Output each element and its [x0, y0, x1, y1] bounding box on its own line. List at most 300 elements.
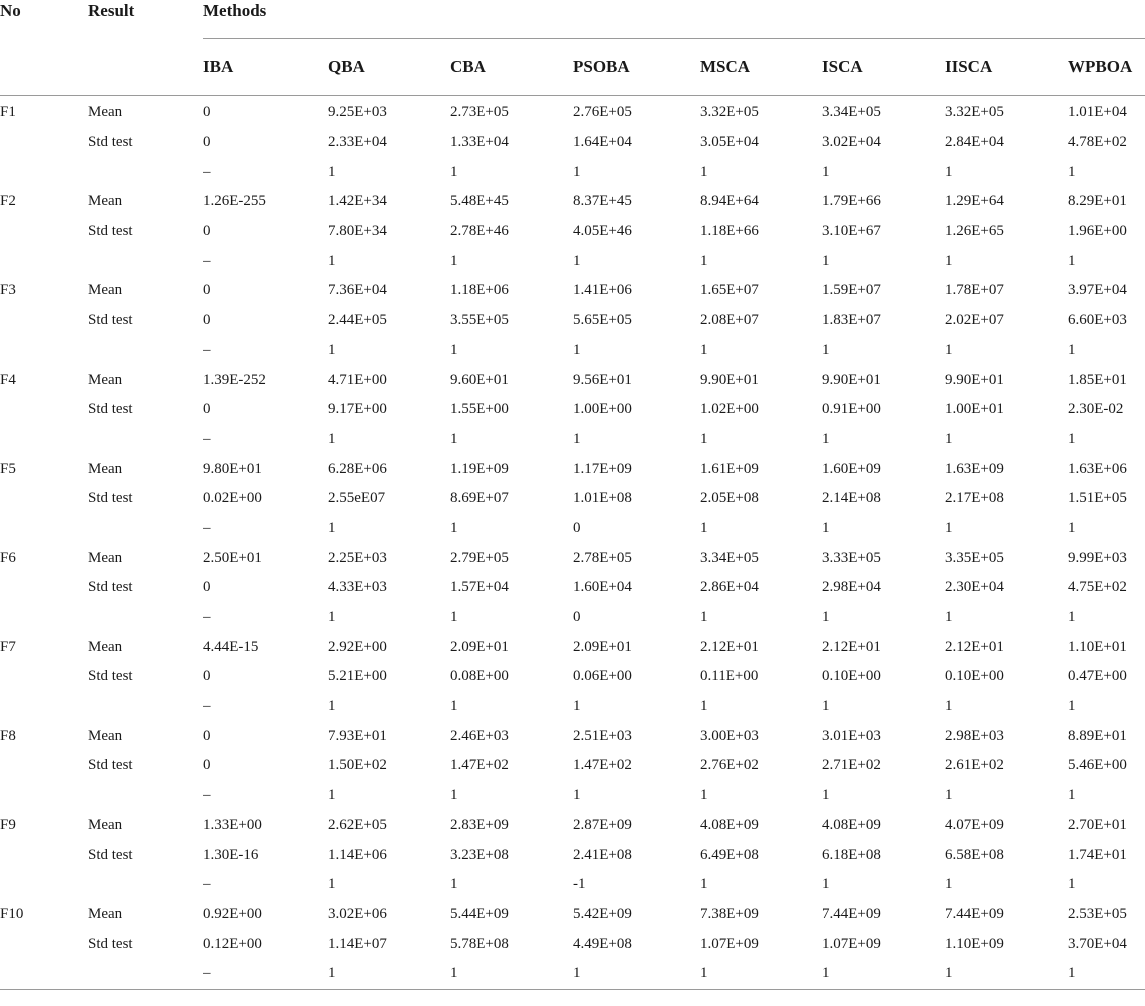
cell-value: 0 [203, 104, 211, 121]
cell-no [0, 692, 88, 722]
cell-value: 3.97E+04 [1068, 282, 1127, 299]
cell-value: 9.60E+01 [450, 371, 509, 388]
cell-value: 8.69E+07 [450, 490, 509, 507]
cell-value: – [203, 252, 211, 269]
cell-result [88, 425, 203, 455]
cell-value: 7.80E+34 [328, 223, 387, 240]
cell-value: 1.29E+64 [945, 193, 1004, 210]
cell-no [0, 306, 88, 336]
cell-value: 1.30E-16 [203, 846, 259, 863]
table-row [0, 870, 1145, 900]
cell-value: 3.34E+05 [700, 549, 759, 566]
cell-value: 1 [450, 965, 458, 982]
cell-value: 2.86E+04 [700, 579, 759, 596]
cell-value: 1 [573, 163, 581, 180]
cell-value: 1 [945, 341, 953, 358]
table-row [0, 632, 1145, 662]
cell-value: – [203, 787, 211, 804]
cell-no [0, 870, 88, 900]
table-row [0, 840, 1145, 870]
cell-no: F4 [0, 371, 16, 388]
cell-value: 2.12E+01 [822, 638, 881, 655]
cell-no [0, 336, 88, 366]
cell-value: 1 [700, 163, 708, 180]
cell-value: 0.10E+00 [822, 668, 881, 685]
cell-value: 0 [203, 312, 211, 329]
cell-value: 1 [1068, 876, 1076, 893]
cell-value: 1.14E+07 [328, 935, 387, 952]
cell-value: 2.51E+03 [573, 727, 632, 744]
cell-value: 1 [450, 163, 458, 180]
cell-value: 1 [945, 252, 953, 269]
cell-value: 1.01E+08 [573, 490, 632, 507]
cell-value: 7.44E+09 [945, 905, 1004, 922]
cell-no: F6 [0, 549, 16, 566]
cell-value: 2.76E+05 [573, 104, 632, 121]
cell-value: 2.78E+46 [450, 223, 509, 240]
cell-value: 5.78E+08 [450, 935, 509, 952]
cell-result: Std test [88, 490, 133, 507]
cell-value: 1 [945, 609, 953, 626]
cell-value: 2.62E+05 [328, 816, 387, 833]
cell-value: 0 [203, 668, 211, 685]
cell-value: 4.33E+03 [328, 579, 387, 596]
header-method-wpboa: WPBOA [1068, 39, 1145, 96]
cell-value: 1.41E+06 [573, 282, 632, 299]
cell-no: F9 [0, 816, 16, 833]
cell-value: 7.44E+09 [822, 905, 881, 922]
cell-value: 9.90E+01 [700, 371, 759, 388]
cell-result: Std test [88, 579, 133, 596]
cell-value: 1.47E+02 [450, 757, 509, 774]
cell-value: 3.05E+04 [700, 134, 759, 151]
cell-value: 1.63E+06 [1068, 460, 1127, 477]
cell-result [88, 959, 203, 989]
cell-result: Mean [88, 549, 123, 566]
cell-value: 1 [1068, 787, 1076, 804]
cell-value: 2.84E+04 [945, 134, 1004, 151]
header-method-iba: IBA [203, 39, 328, 96]
cell-value: 9.90E+01 [822, 371, 881, 388]
cell-value: 4.08E+09 [700, 816, 759, 833]
table-row [0, 246, 1145, 276]
cell-value: 1.33E+04 [450, 134, 509, 151]
cell-no: F2 [0, 193, 16, 210]
cell-value: 0 [203, 282, 211, 299]
cell-value: 5.46E+00 [1068, 757, 1127, 774]
cell-value: 2.12E+01 [700, 638, 759, 655]
table-row [0, 336, 1145, 366]
cell-value: 1.33E+00 [203, 816, 262, 833]
table-row [0, 276, 1145, 306]
cell-result: Mean [88, 193, 123, 210]
cell-value: 1.60E+09 [822, 460, 881, 477]
cell-value: 4.71E+00 [328, 371, 387, 388]
cell-value: 4.05E+46 [573, 223, 632, 240]
cell-value: 1 [573, 430, 581, 447]
cell-no [0, 603, 88, 633]
cell-value: 2.12E+01 [945, 638, 1004, 655]
cell-no [0, 840, 88, 870]
cell-no [0, 128, 88, 158]
header-method-psoba: PSOBA [573, 39, 700, 96]
cell-value: 5.44E+09 [450, 905, 509, 922]
cell-value: 1 [700, 965, 708, 982]
cell-value: 0.08E+00 [450, 668, 509, 685]
cell-value: 1 [945, 698, 953, 715]
cell-value: 1.10E+01 [1068, 638, 1127, 655]
cell-value: – [203, 430, 211, 447]
cell-value: – [203, 965, 211, 982]
cell-value: 1 [700, 609, 708, 626]
cell-value: 2.53E+05 [1068, 905, 1127, 922]
cell-result [88, 603, 203, 633]
cell-value: 1.07E+09 [822, 935, 881, 952]
cell-value: 4.78E+02 [1068, 134, 1127, 151]
cell-result: Std test [88, 668, 133, 685]
cell-value: 6.60E+03 [1068, 312, 1127, 329]
cell-value: 1 [450, 430, 458, 447]
cell-value: 1 [1068, 965, 1076, 982]
table-row [0, 395, 1145, 425]
cell-value: 1.10E+09 [945, 935, 1004, 952]
cell-no: F1 [0, 104, 16, 121]
cell-value: 0.92E+00 [203, 905, 262, 922]
cell-value: 2.14E+08 [822, 490, 881, 507]
cell-value: 2.44E+05 [328, 312, 387, 329]
cell-value: 1 [450, 698, 458, 715]
cell-value: 1.55E+00 [450, 401, 509, 418]
cell-value: 1 [945, 787, 953, 804]
cell-value: 1 [945, 163, 953, 180]
cell-result: Std test [88, 312, 133, 329]
table-row [0, 187, 1145, 217]
cell-value: 5.65E+05 [573, 312, 632, 329]
cell-value: 1.00E+01 [945, 401, 1004, 418]
cell-value: 3.02E+04 [822, 134, 881, 151]
cell-value: 1 [822, 698, 830, 715]
cell-value: 1.65E+07 [700, 282, 759, 299]
cell-value: 1 [450, 341, 458, 358]
cell-value: 1 [573, 787, 581, 804]
cell-value: 0.11E+00 [700, 668, 759, 685]
cell-value: 3.01E+03 [822, 727, 881, 744]
cell-value: 1.26E+65 [945, 223, 1004, 240]
cell-value: 1.39E-252 [203, 371, 266, 388]
cell-value: 6.18E+08 [822, 846, 881, 863]
cell-value: 1 [573, 698, 581, 715]
cell-value: 1 [945, 876, 953, 893]
cell-value: 2.76E+02 [700, 757, 759, 774]
cell-value: 1 [1068, 163, 1076, 180]
header-method-qba: QBA [328, 39, 450, 96]
cell-value: 1 [328, 965, 336, 982]
cell-value: 1.50E+02 [328, 757, 387, 774]
cell-value: 5.48E+45 [450, 193, 509, 210]
cell-no [0, 751, 88, 781]
cell-value: 7.36E+04 [328, 282, 387, 299]
cell-value: 1.19E+09 [450, 460, 509, 477]
cell-value: 2.50E+01 [203, 549, 262, 566]
cell-no [0, 514, 88, 544]
cell-value: 1 [1068, 341, 1076, 358]
cell-value: 6.28E+06 [328, 460, 387, 477]
table-row [0, 514, 1145, 544]
cell-no: F10 [0, 905, 24, 922]
header-method-isca: ISCA [822, 39, 945, 96]
cell-value: 2.83E+09 [450, 816, 509, 833]
cell-value: 1.83E+07 [822, 312, 881, 329]
cell-value: 0 [203, 727, 211, 744]
cell-value: 2.09E+01 [573, 638, 632, 655]
cell-value: 8.89E+01 [1068, 727, 1127, 744]
cell-value: 3.32E+05 [945, 104, 1004, 121]
cell-value: 1 [450, 876, 458, 893]
cell-value: 2.33E+04 [328, 134, 387, 151]
cell-value: 3.55E+05 [450, 312, 509, 329]
cell-value: 2.41E+08 [573, 846, 632, 863]
cell-value: 0 [203, 757, 211, 774]
cell-value: 3.33E+05 [822, 549, 881, 566]
cell-value: 1 [328, 341, 336, 358]
table-row [0, 543, 1145, 573]
cell-value: 1 [328, 430, 336, 447]
cell-result: Std test [88, 223, 133, 240]
cell-no: F3 [0, 282, 16, 299]
cell-value: 1.60E+04 [573, 579, 632, 596]
cell-value: 9.80E+01 [203, 460, 262, 477]
cell-value: 1 [328, 609, 336, 626]
cell-result: Mean [88, 371, 123, 388]
cell-value: 2.55eE07 [328, 490, 386, 507]
cell-value: 1 [328, 519, 336, 536]
cell-result [88, 246, 203, 276]
cell-value: 1.07E+09 [700, 935, 759, 952]
cell-no [0, 929, 88, 959]
cell-value: 1 [822, 787, 830, 804]
cell-value: 9.99E+03 [1068, 549, 1127, 566]
cell-value: 1 [700, 341, 708, 358]
cell-value: 1 [573, 965, 581, 982]
cell-value: – [203, 876, 211, 893]
table-row [0, 454, 1145, 484]
cell-value: 3.00E+03 [700, 727, 759, 744]
cell-value: 0 [573, 519, 581, 536]
cell-no [0, 573, 88, 603]
cell-value: 1.02E+00 [700, 401, 759, 418]
cell-value: 1.14E+06 [328, 846, 387, 863]
cell-value: 1.47E+02 [573, 757, 632, 774]
cell-result [88, 692, 203, 722]
cell-no [0, 395, 88, 425]
cell-value: 1 [822, 252, 830, 269]
cell-result [88, 514, 203, 544]
cell-value: 2.61E+02 [945, 757, 1004, 774]
cell-value: 2.71E+02 [822, 757, 881, 774]
cell-value: 3.23E+08 [450, 846, 509, 863]
header-result: Result [88, 0, 203, 96]
cell-value: 9.17E+00 [328, 401, 387, 418]
table-row [0, 811, 1145, 841]
cell-value: 1 [822, 519, 830, 536]
cell-value: 1.26E-255 [203, 193, 266, 210]
cell-result [88, 781, 203, 811]
cell-value: – [203, 163, 211, 180]
header-no: No [0, 0, 88, 96]
cell-result: Mean [88, 282, 123, 299]
table-row [0, 425, 1145, 455]
cell-value: 0.91E+00 [822, 401, 881, 418]
table-row [0, 603, 1145, 633]
cell-value: 4.44E-15 [203, 638, 259, 655]
cell-value: 3.70E+04 [1068, 935, 1127, 952]
cell-value: 5.42E+09 [573, 905, 632, 922]
cell-result: Mean [88, 727, 123, 744]
cell-value: 1 [945, 430, 953, 447]
cell-value: 0 [203, 579, 211, 596]
cell-value: 1 [450, 252, 458, 269]
cell-value: 0.12E+00 [203, 935, 262, 952]
cell-value: 1 [328, 163, 336, 180]
cell-value: 0 [573, 609, 581, 626]
cell-value: 0 [203, 401, 211, 418]
cell-value: 1.79E+66 [822, 193, 881, 210]
cell-value: 1 [450, 609, 458, 626]
cell-value: 8.37E+45 [573, 193, 632, 210]
cell-value: 1.42E+34 [328, 193, 387, 210]
cell-value: 7.38E+09 [700, 905, 759, 922]
cell-value: 2.17E+08 [945, 490, 1004, 507]
cell-no [0, 157, 88, 187]
cell-value: 1 [822, 965, 830, 982]
cell-value: 0.47E+00 [1068, 668, 1127, 685]
cell-value: 3.32E+05 [700, 104, 759, 121]
cell-value: 1 [1068, 698, 1076, 715]
cell-value: 1 [945, 519, 953, 536]
cell-value: 2.70E+01 [1068, 816, 1127, 833]
cell-value: 0.06E+00 [573, 668, 632, 685]
cell-value: 3.10E+67 [822, 223, 881, 240]
cell-no: F8 [0, 727, 16, 744]
cell-value: 1 [822, 163, 830, 180]
cell-no [0, 246, 88, 276]
cell-value: 2.08E+07 [700, 312, 759, 329]
cell-value: 1 [450, 787, 458, 804]
cell-value: 2.87E+09 [573, 816, 632, 833]
cell-value: 1 [945, 965, 953, 982]
cell-value: 2.92E+00 [328, 638, 387, 655]
cell-value: 1.64E+04 [573, 134, 632, 151]
cell-result [88, 157, 203, 187]
cell-result: Std test [88, 935, 133, 952]
table-row [0, 929, 1145, 959]
cell-value: – [203, 341, 211, 358]
cell-value: 3.35E+05 [945, 549, 1004, 566]
cell-result: Std test [88, 757, 133, 774]
cell-result: Std test [88, 134, 133, 151]
cell-value: 1 [1068, 609, 1076, 626]
cell-value: 8.29E+01 [1068, 193, 1127, 210]
cell-value: 2.98E+03 [945, 727, 1004, 744]
cell-value: 1.01E+04 [1068, 104, 1127, 121]
cell-value: 1 [700, 430, 708, 447]
cell-value: 1.18E+66 [700, 223, 759, 240]
cell-value: 1 [700, 519, 708, 536]
cell-no [0, 425, 88, 455]
cell-value: 2.25E+03 [328, 549, 387, 566]
table-row [0, 900, 1145, 930]
cell-no [0, 662, 88, 692]
cell-value: 2.79E+05 [450, 549, 509, 566]
cell-value: -1 [573, 876, 586, 893]
cell-value: 8.94E+64 [700, 193, 759, 210]
cell-value: 1 [328, 698, 336, 715]
cell-value: 0 [203, 134, 211, 151]
table-header [0, 0, 1145, 96]
header-method-msca: MSCA [700, 39, 822, 96]
table-row [0, 721, 1145, 751]
cell-value: – [203, 698, 211, 715]
header-method-iisca: IISCA [945, 39, 1068, 96]
cell-result: Mean [88, 816, 123, 833]
cell-value: 2.09E+01 [450, 638, 509, 655]
cell-value: 1.96E+00 [1068, 223, 1127, 240]
cell-value: 1.18E+06 [450, 282, 509, 299]
cell-value: 9.25E+03 [328, 104, 387, 121]
table-row [0, 662, 1145, 692]
cell-value: 1.00E+00 [573, 401, 632, 418]
table-body [0, 96, 1145, 990]
table-row [0, 365, 1145, 395]
cell-result: Std test [88, 401, 133, 418]
cell-value: 2.78E+05 [573, 549, 632, 566]
cell-value: 4.49E+08 [573, 935, 632, 952]
cell-no: F5 [0, 460, 16, 477]
cell-value: 1.57E+04 [450, 579, 509, 596]
cell-no [0, 781, 88, 811]
cell-value: 2.46E+03 [450, 727, 509, 744]
cell-value: 1 [573, 252, 581, 269]
cell-value: 1 [822, 876, 830, 893]
cell-value: 9.56E+01 [573, 371, 632, 388]
cell-value: 4.07E+09 [945, 816, 1004, 833]
cell-value: 1 [1068, 430, 1076, 447]
cell-value: 1 [822, 341, 830, 358]
cell-value: 1 [822, 430, 830, 447]
cell-value: 2.05E+08 [700, 490, 759, 507]
cell-result: Std test [88, 846, 133, 863]
cell-result [88, 336, 203, 366]
cell-value: 4.08E+09 [822, 816, 881, 833]
cell-value: 1 [700, 876, 708, 893]
cell-value: 6.49E+08 [700, 846, 759, 863]
cell-value: 1.78E+07 [945, 282, 1004, 299]
table-row [0, 781, 1145, 811]
cell-value: 1 [1068, 519, 1076, 536]
cell-value: 0.02E+00 [203, 490, 262, 507]
cell-value: 1 [328, 252, 336, 269]
cell-value: 1 [328, 787, 336, 804]
cell-value: 1.59E+07 [822, 282, 881, 299]
cell-value: 5.21E+00 [328, 668, 387, 685]
header-methods: Methods [203, 0, 1145, 39]
cell-value: 1 [450, 519, 458, 536]
table-row [0, 692, 1145, 722]
cell-value: 7.93E+01 [328, 727, 387, 744]
table-row [0, 306, 1145, 336]
cell-value: 1.17E+09 [573, 460, 632, 477]
table-row [0, 484, 1145, 514]
